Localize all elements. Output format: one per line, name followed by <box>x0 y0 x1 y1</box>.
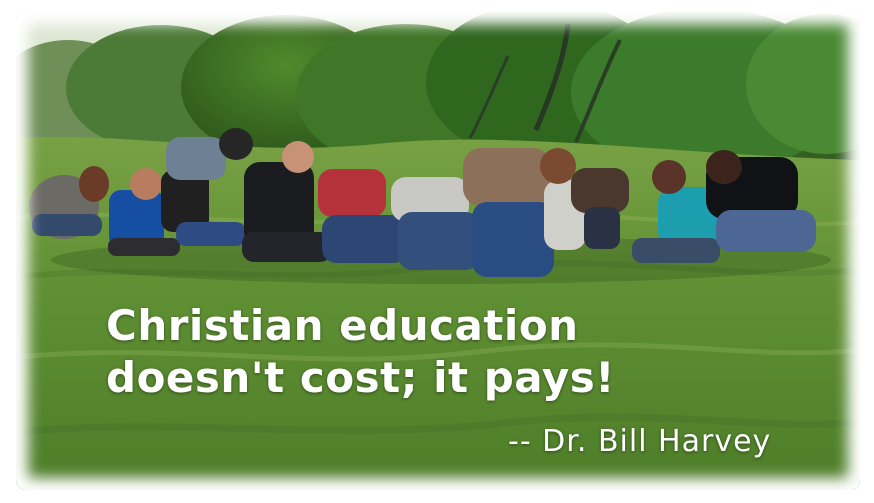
photo-scene <box>16 12 860 490</box>
quote-line-1: Christian education <box>106 301 579 350</box>
quote-line-2: doesn't cost; it pays! <box>106 353 615 402</box>
prayer-circle-photo <box>16 12 860 490</box>
quote-text <box>106 300 746 404</box>
quote-attribution: -- Dr. Bill Harvey <box>508 424 772 459</box>
